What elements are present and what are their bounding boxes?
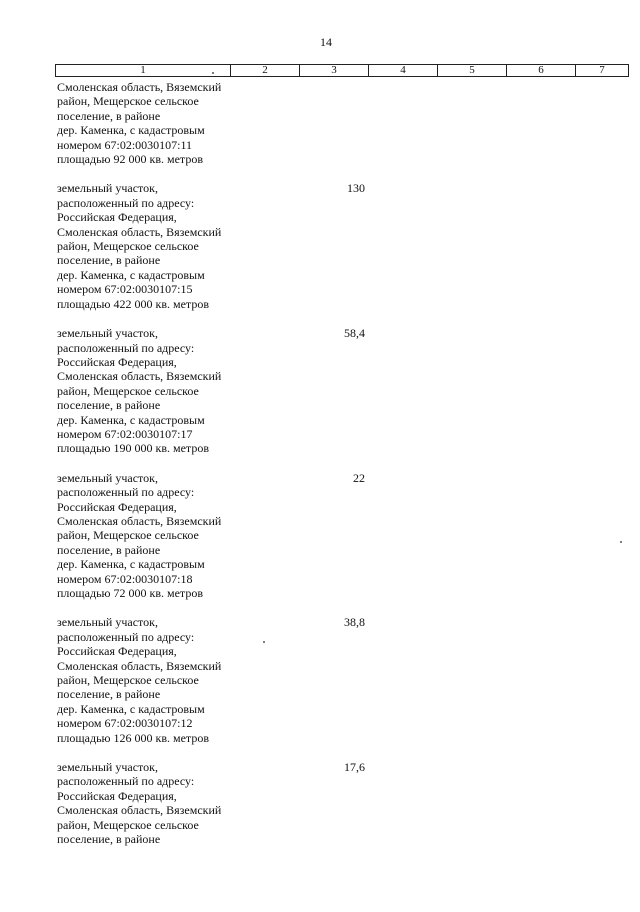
column-header-2: 2 <box>231 65 300 77</box>
description-line: площадью 92 000 кв. метров <box>57 152 203 167</box>
land-plot-entry <box>57 471 377 601</box>
description-line: район, Мещерское сельское <box>57 817 199 832</box>
column-header-row <box>56 65 629 77</box>
description-line: дер. Каменка, с кадастровым <box>57 267 205 282</box>
land-plot-value: 22 <box>353 470 365 485</box>
land-plot-description <box>57 326 247 456</box>
description-line: район, Мещерское сельское <box>57 673 199 688</box>
description-line: земельный участок, <box>57 615 158 630</box>
scan-speck <box>263 641 265 643</box>
scan-speck <box>212 72 214 74</box>
column-header-table <box>55 64 629 77</box>
land-plot-entry <box>57 80 377 166</box>
column-header-7: 7 <box>576 65 629 77</box>
description-line: район, Мещерское сельское <box>57 94 199 109</box>
land-plot-entry <box>57 615 377 745</box>
description-line: Смоленская область, Вяземский <box>57 224 222 239</box>
description-line: дер. Каменка, с кадастровым <box>57 557 205 572</box>
description-line: номером 67:02:0030107:12 <box>57 716 193 731</box>
description-line: район, Мещерское сельское <box>57 528 199 543</box>
description-line: поселение, в районе <box>57 832 161 847</box>
land-plot-entry <box>57 181 377 311</box>
description-line: земельный участок, <box>57 326 158 341</box>
land-plot-description <box>57 471 247 601</box>
column-header-6: 6 <box>507 65 576 77</box>
description-line: поселение, в районе <box>57 398 161 413</box>
description-line: площадью 72 000 кв. метров <box>57 586 203 600</box>
land-plot-description <box>57 615 247 745</box>
description-line: поселение, в районе <box>57 108 161 123</box>
description-line: поселение, в районе <box>57 687 161 702</box>
description-line: поселение, в районе <box>57 542 161 557</box>
scan-speck <box>620 541 622 543</box>
description-line: Смоленская область, Вяземский <box>57 80 222 94</box>
description-line: расположенный по адресу: <box>57 629 195 644</box>
description-line: Смоленская область, Вяземский <box>57 658 222 673</box>
description-line: Российская Федерация, <box>57 210 177 225</box>
description-line: Российская Федерация, <box>57 499 177 514</box>
description-line: площадью 126 000 кв. метров <box>57 730 209 745</box>
description-line: земельный участок, <box>57 470 158 485</box>
description-line: расположенный по адресу: <box>57 340 195 355</box>
land-plot-value: 58,4 <box>344 326 365 341</box>
land-plot-description <box>57 80 247 166</box>
description-line: Российская Федерация, <box>57 644 177 659</box>
column-header-3: 3 <box>300 65 369 77</box>
description-line: земельный участок, <box>57 181 158 196</box>
description-line: дер. Каменка, с кадастровым <box>57 123 205 138</box>
land-plot-entry <box>57 760 377 846</box>
description-line: расположенный по адресу: <box>57 485 195 500</box>
description-line: земельный участок, <box>57 760 158 775</box>
land-plot-entry <box>57 326 377 456</box>
description-line: дер. Каменка, с кадастровым <box>57 412 205 427</box>
land-plot-description <box>57 181 247 311</box>
description-line: Смоленская область, Вяземский <box>57 513 222 528</box>
description-line: Российская Федерация, <box>57 354 177 369</box>
land-plot-value: 130 <box>347 181 365 196</box>
column-header-4: 4 <box>369 65 438 77</box>
column-header-1: 1 <box>56 65 231 77</box>
description-line: район, Мещерское сельское <box>57 239 199 254</box>
page-number: 14 <box>320 35 332 49</box>
description-line: номером 67:02:0030107:17 <box>57 426 193 441</box>
description-line: Смоленская область, Вяземский <box>57 803 222 818</box>
description-line: номером 67:02:0030107:18 <box>57 571 193 586</box>
description-line: номером 67:02:0030107:15 <box>57 282 193 297</box>
description-line: поселение, в районе <box>57 253 161 268</box>
land-plot-description <box>57 760 247 846</box>
description-line: Российская Федерация, <box>57 788 177 803</box>
description-line: расположенный по адресу: <box>57 774 195 789</box>
description-line: Смоленская область, Вяземский <box>57 369 222 384</box>
description-line: район, Мещерское сельское <box>57 383 199 398</box>
description-line: площадью 190 000 кв. метров <box>57 441 209 456</box>
land-plot-value: 17,6 <box>344 760 365 775</box>
description-line: номером 67:02:0030107:11 <box>57 137 193 152</box>
description-line: расположенный по адресу: <box>57 195 195 210</box>
description-line: площадью 422 000 кв. метров <box>57 296 209 311</box>
description-line: дер. Каменка, с кадастровым <box>57 701 205 716</box>
column-header-5: 5 <box>438 65 507 77</box>
land-plot-value: 38,8 <box>344 615 365 630</box>
land-plot-list <box>57 80 377 862</box>
